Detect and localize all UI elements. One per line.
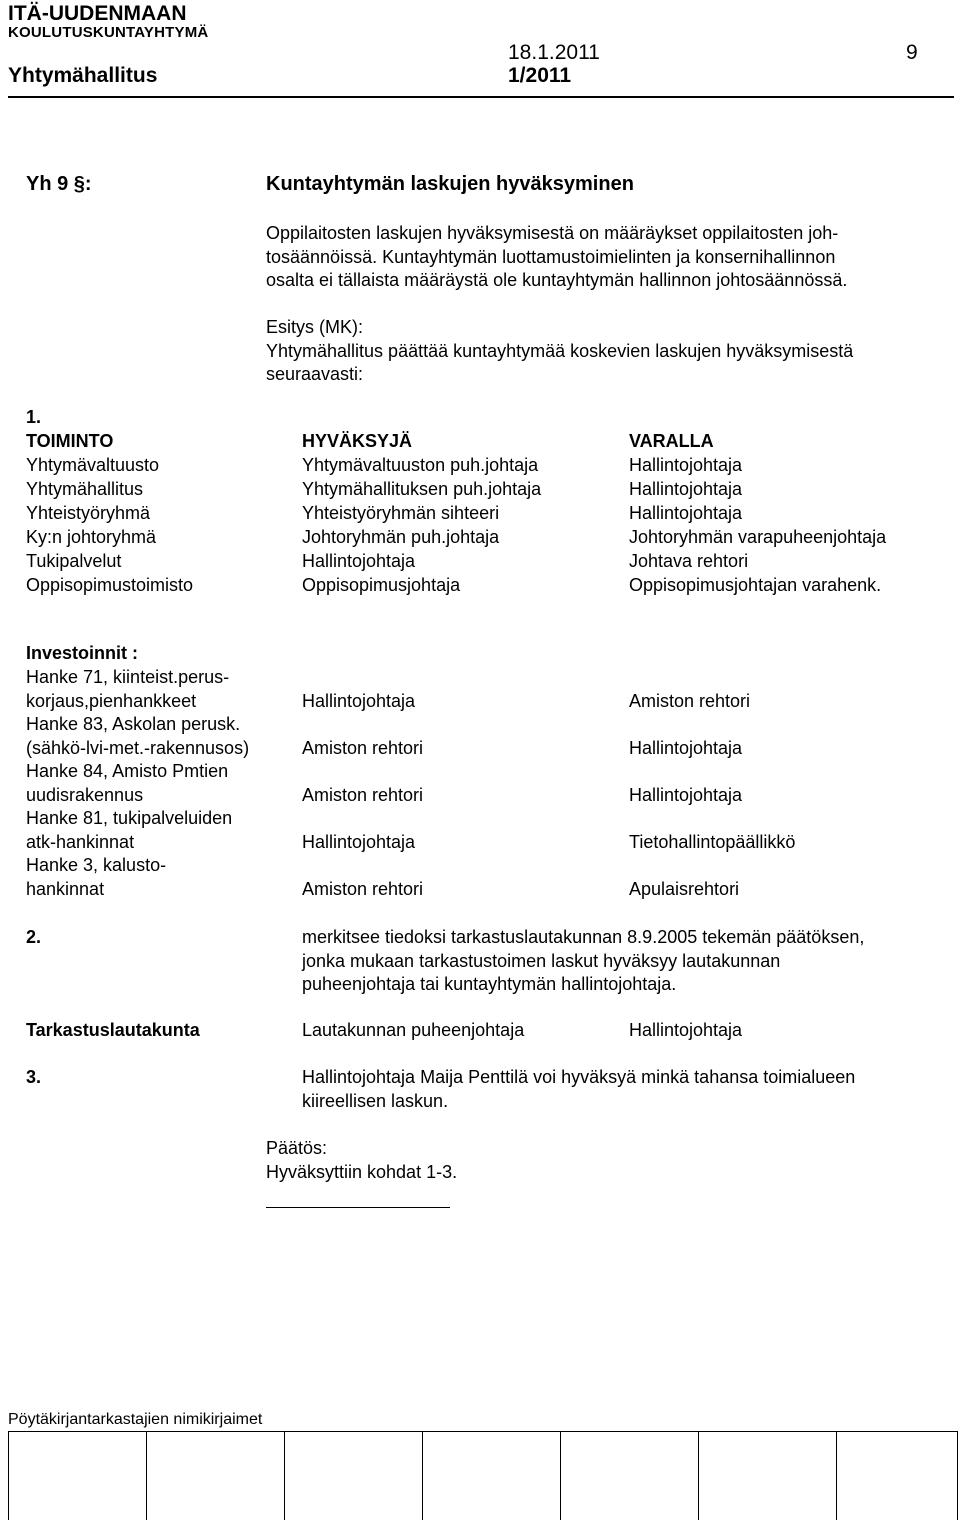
- project-line: uudisrakennus: [26, 784, 144, 805]
- initials-label: Pöytäkirjantarkastajien nimikirjaimet: [8, 1411, 263, 1428]
- initials-box[interactable]: [285, 1432, 423, 1520]
- decision-label: Päätös:: [266, 1138, 328, 1158]
- audit-approver: Lautakunnan puheenjohtaja: [302, 1020, 525, 1040]
- project-line: Hanke 71, kiinteist.perus-: [26, 667, 230, 687]
- initials-box[interactable]: [423, 1432, 561, 1520]
- cell-deputy: Hallintojohtaja: [629, 455, 743, 475]
- meeting-number: 1/2011: [508, 64, 572, 87]
- table-row: [26, 550, 956, 574]
- col-header-approver: HYVÄKSYJÄ: [302, 431, 413, 451]
- cell-project: [26, 666, 229, 713]
- table-row: [26, 760, 956, 807]
- section-2-line: puheenjohtaja tai kuntayhtymän hallintojohtaja.: [302, 974, 677, 994]
- col-header-function: TOIMINTO: [26, 431, 114, 451]
- cell-function: Yhteistyöryhmä: [26, 503, 151, 523]
- table-row: [26, 478, 956, 502]
- intro-line: tosäännöissä. Kuntayhtymän luottamustoimielinten ja konsernihallinnon: [266, 246, 836, 267]
- section-3-number: 3.: [26, 1067, 42, 1087]
- cell-approver: Amiston rehtori: [302, 737, 424, 758]
- table-row: [26, 713, 956, 760]
- item-title: Kuntayhtymän laskujen hyväksyminen: [266, 173, 634, 195]
- project-line: hankinnat: [26, 878, 105, 899]
- cell-deputy: Johtava rehtori: [629, 551, 749, 571]
- cell-deputy: Hallintojohtaja: [629, 784, 743, 805]
- decision-underline: [266, 1207, 450, 1208]
- section-3-text: [302, 1066, 956, 1113]
- org-name: ITÄ-UUDENMAAN: [8, 2, 187, 25]
- section-3-line: Hallintojohtaja Maija Penttilä voi hyväksyä minkä tahansa toimialueen: [302, 1067, 856, 1087]
- section-2-line: merkitsee tiedoksi tarkastuslautakunnan 8.9.2005 tekemän päätöksen,: [302, 927, 865, 947]
- project-line: Hanke 3, kalusto-: [26, 855, 167, 875]
- initials-box[interactable]: [837, 1432, 958, 1520]
- cell-project: [26, 713, 249, 760]
- proposal-line: Yhtymähallitus päättää kuntayhtymää koskevien laskujen hyväksymisestä: [266, 340, 854, 361]
- cell-approver: Hallintojohtaja: [302, 831, 416, 852]
- governing-body: Yhtymähallitus: [8, 64, 158, 87]
- initials-box[interactable]: [147, 1432, 285, 1520]
- project-line: atk-hankinnat: [26, 831, 135, 852]
- initials-box[interactable]: [561, 1432, 699, 1520]
- cell-approver: Amiston rehtori: [302, 784, 424, 805]
- section-2-line: jonka mukaan tarkastustoimen laskut hyväksyy lautakunnan: [302, 950, 781, 971]
- proposal-line: seuraavasti:: [266, 364, 364, 384]
- cell-approver: Hallintojohtaja: [302, 690, 416, 711]
- cell-approver: Amiston rehtori: [302, 878, 424, 899]
- table-header-row: [26, 430, 956, 454]
- section-2-number: 2.: [26, 927, 42, 947]
- audit-deputy: Hallintojohtaja: [629, 1020, 743, 1040]
- project-line: Hanke 83, Askolan perusk.: [26, 714, 241, 734]
- meeting-date: 18.1.2011: [508, 41, 600, 64]
- table-row: [26, 574, 956, 598]
- decision-text: Hyväksyttiin kohdat 1-3.: [266, 1161, 458, 1182]
- cell-deputy: Oppisopimusjohtajan varahenk.: [629, 575, 882, 595]
- cell-function: Oppisopimustoimisto: [26, 575, 194, 595]
- intro-paragraph: [266, 222, 956, 293]
- table-row: [26, 526, 956, 550]
- cell-project: [26, 854, 166, 901]
- table-row: [26, 807, 956, 854]
- cell-approver: Hallintojohtaja: [302, 551, 416, 571]
- proposal: [266, 316, 956, 387]
- cell-deputy: Amiston rehtori: [629, 690, 751, 711]
- cell-deputy: Apulaisrehtori: [629, 878, 740, 899]
- section-2-text: [302, 926, 956, 997]
- approval-table: [26, 430, 956, 598]
- cell-approver: Oppisopimusjohtaja: [302, 575, 461, 595]
- intro-line: Oppilaitosten laskujen hyväksymisestä on määräykset oppilaitosten joh-: [266, 223, 839, 243]
- header-divider: [8, 96, 954, 98]
- cell-project: [26, 807, 232, 854]
- cell-project: [26, 760, 228, 807]
- initials-box[interactable]: [699, 1432, 837, 1520]
- initials-box[interactable]: [8, 1432, 147, 1520]
- table-row: [26, 454, 956, 478]
- project-line: (sähkö-lvi-met.-rakennusos): [26, 737, 250, 758]
- col-header-deputy: VARALLA: [629, 431, 714, 451]
- cell-deputy: Hallintojohtaja: [629, 503, 743, 523]
- proposal-label: Esitys (MK):: [266, 317, 363, 337]
- cell-approver: Johtoryhmän puh.johtaja: [302, 527, 500, 547]
- page-number: 9: [906, 41, 918, 64]
- cell-function: Tukipalvelut: [26, 551, 122, 571]
- initials-boxes: [8, 1431, 958, 1520]
- table-row: [26, 502, 956, 526]
- cell-deputy: Hallintojohtaja: [629, 479, 743, 499]
- section-3-line: kiireellisen laskun.: [302, 1090, 449, 1111]
- cell-function: Yhtymävaltuusto: [26, 455, 160, 475]
- project-line: korjaus,pienhankkeet: [26, 690, 197, 711]
- cell-deputy: Hallintojohtaja: [629, 737, 743, 758]
- table-row: [26, 666, 956, 713]
- initials-footer: [8, 1410, 958, 1520]
- audit-committee-label: Tarkastuslautakunta: [26, 1020, 200, 1040]
- project-line: Hanke 81, tukipalveluiden: [26, 808, 233, 828]
- investments-table: [26, 666, 956, 901]
- intro-line: osalta ei tällaista määräystä ole kuntayhtymän hallinnon johtosäännössä.: [266, 270, 848, 290]
- investments-heading: Investoinnit :: [26, 643, 138, 663]
- cell-function: Yhtymähallitus: [26, 479, 144, 499]
- project-line: Hanke 84, Amisto Pmtien: [26, 761, 229, 781]
- item-code: Yh 9 §:: [26, 173, 92, 195]
- decision: [266, 1137, 457, 1184]
- org-subname: KOULUTUSKUNTAYHTYMÄ: [8, 24, 209, 41]
- table-row: [26, 854, 956, 901]
- cell-function: Ky:n johtoryhmä: [26, 527, 157, 547]
- cell-deputy: Tietohallintopäällikkö: [629, 831, 796, 852]
- cell-approver: Yhteistyöryhmän sihteeri: [302, 503, 500, 523]
- cell-deputy: Johtoryhmän varapuheenjohtaja: [629, 527, 887, 547]
- section-1-number: 1.: [26, 407, 42, 427]
- cell-approver: Yhtymävaltuuston puh.johtaja: [302, 455, 539, 475]
- cell-approver: Yhtymähallituksen puh.johtaja: [302, 479, 542, 499]
